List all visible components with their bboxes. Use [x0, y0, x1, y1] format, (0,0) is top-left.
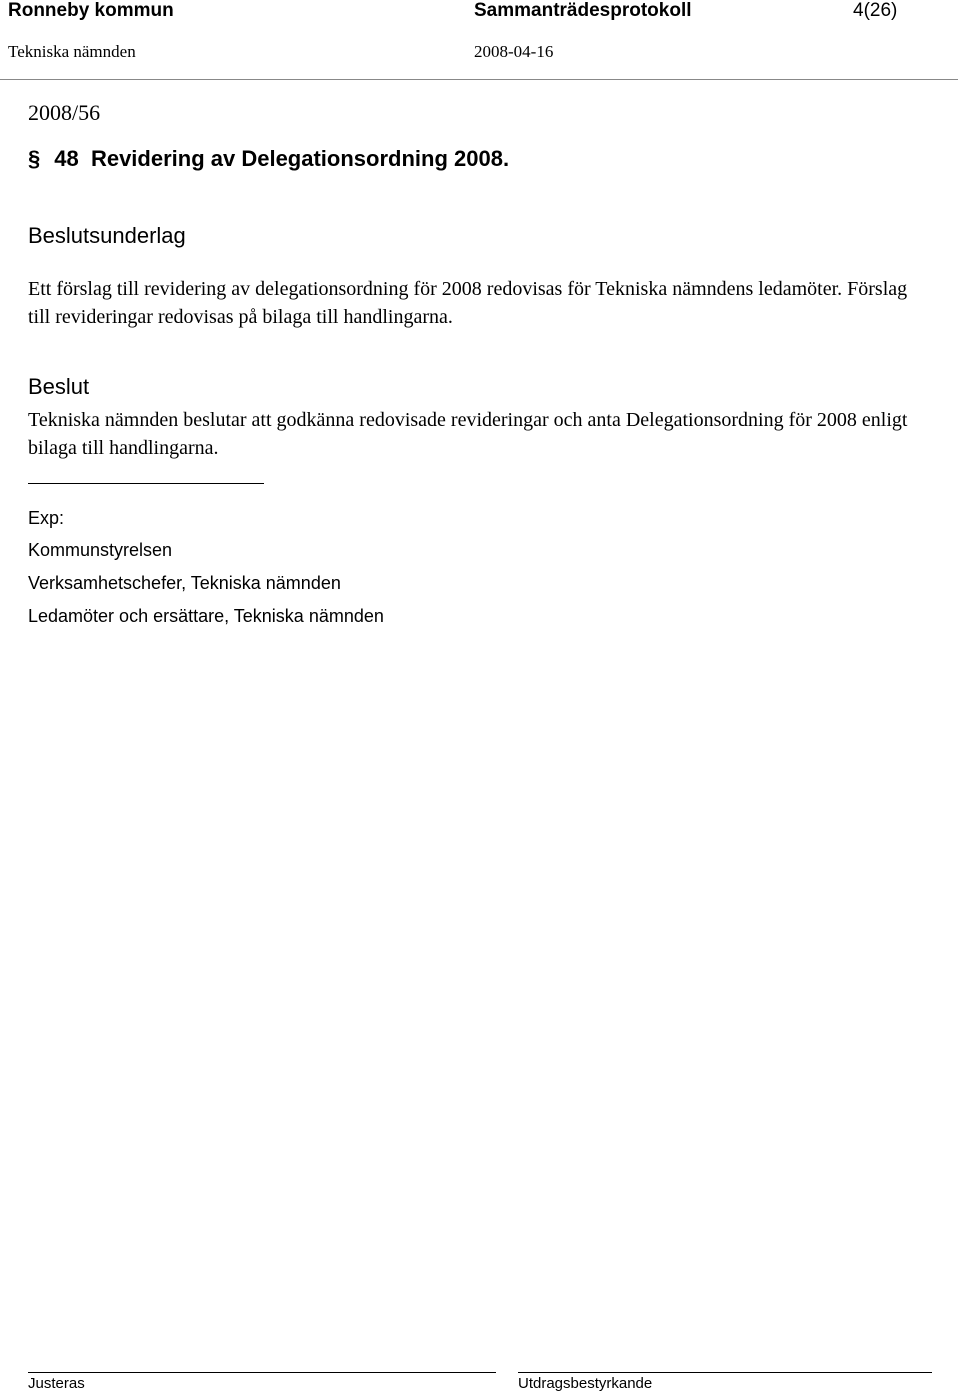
organization-name: Ronneby kommun	[8, 0, 174, 21]
underlag-heading: Beslutsunderlag	[28, 223, 186, 248]
utdrag-line	[518, 1372, 932, 1373]
recipient-item: Ledamöter och ersättare, Tekniska nämnden	[28, 606, 384, 626]
utdrag-label: Utdragsbestyrkande	[518, 1375, 653, 1392]
meeting-date: 2008-04-16	[474, 42, 554, 61]
header-divider	[0, 79, 958, 80]
expedition-list	[28, 538, 384, 637]
underlag-text: Ett förslag till revidering av delegationsordning för 2008 redovisas för Tekniska nämndens ledamöter. Förslag till revideringar redovisas på bilaga till handlingarna.	[28, 278, 908, 328]
paragraph-symbol: §	[28, 146, 41, 171]
document-type: Sammanträdesprotokoll	[474, 0, 692, 21]
board-name: Tekniska nämnden	[8, 42, 136, 61]
recipient-item: Verksamhetschefer, Tekniska nämnden	[28, 573, 341, 593]
section-divider	[28, 483, 264, 484]
justeras-line	[28, 1372, 496, 1373]
paragraph-title: 48 Revidering av Delegationsordning 2008.	[54, 146, 510, 171]
case-number: 2008/56	[28, 100, 101, 125]
recipient-item: Kommunstyrelsen	[28, 540, 173, 560]
beslut-heading: Beslut	[28, 374, 90, 399]
expedition-label: Exp:	[28, 508, 65, 528]
page-number: 4(26)	[853, 0, 898, 21]
justeras-label: Justeras	[28, 1375, 85, 1392]
paragraph-heading	[28, 146, 509, 172]
beslut-text: Tekniska nämnden beslutar att godkänna redovisade revideringar och anta Delegationsordning för 2008 enligt bilaga till handlingarna.	[28, 409, 908, 459]
